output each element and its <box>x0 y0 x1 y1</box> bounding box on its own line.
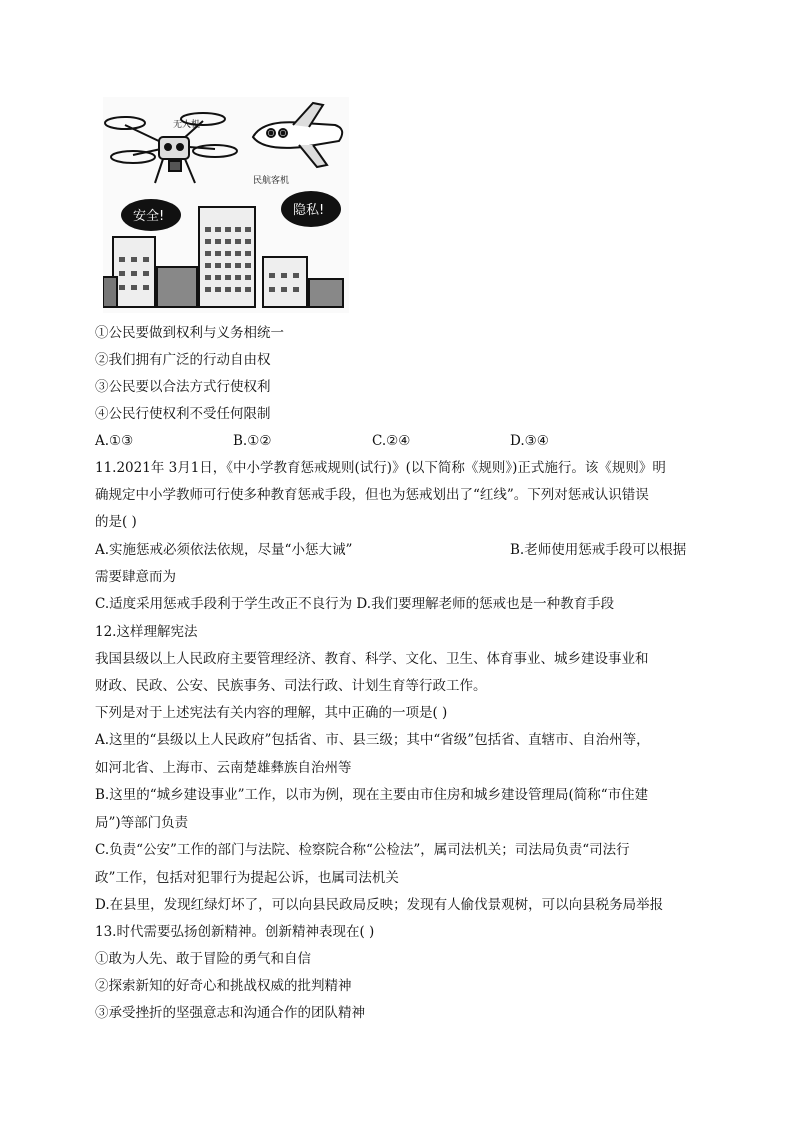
cartoon-illustration <box>103 97 349 313</box>
q12-option-line-5: C.负责“公安”工作的部门与法院、检察院合称“公检法”，属司法机关；司法局负责“司法行 <box>95 842 630 858</box>
q10-statement-4: ④公民行使权利不受任何限制 <box>95 406 271 422</box>
q12-option-line-2: 如河北省、上海市、云南楚雄彝族自治州等 <box>95 760 352 776</box>
q11-stem-line-1: 11.2021年 3月1日，《中小学教育惩戒规则(试行)》(以下简称《规则》)正式施行。该《规则》明 <box>95 460 666 476</box>
q10-option-b: B.①② <box>233 433 272 449</box>
q10-option-d: D.③④ <box>510 433 549 449</box>
q11-option-b: B.老师使用惩戒手段可以根据 <box>510 542 687 558</box>
safety-bubble-text: 安全! <box>133 209 165 224</box>
q12-option-line-7: D.在县里，发现红绿灯坏了，可以向县民政局反映；发现有人偷伐景观树，可以向县税务局举报 <box>95 897 664 913</box>
privacy-bubble-text: 隐私! <box>293 203 325 218</box>
q13-statement-1: ①敢为人先、敢于冒险的勇气和自信 <box>95 951 311 967</box>
q10-statement-2: ②我们拥有广泛的行动自由权 <box>95 352 271 368</box>
q12-option-line-6: 政”工作，包括对犯罪行为提起公诉，也属司法机关 <box>95 870 399 886</box>
q12-option-line-1: A.这里的“县级以上人民政府”包括省、市、县三级；其中“省级”包括省、直辖市、自治州等， <box>95 732 650 748</box>
q12-title: 12.这样理解宪法 <box>95 624 198 640</box>
q10-option-c: C.②④ <box>372 433 411 449</box>
q10-option-a: A.①③ <box>95 433 134 449</box>
q10-statement-3: ③公民要以合法方式行使权利 <box>95 379 271 395</box>
q11-option-b-continued: 需要肆意而为 <box>95 569 176 585</box>
q11-stem-line-3: 的是( ) <box>95 514 137 530</box>
q12-question: 下列是对于上述宪法有关内容的理解，其中正确的一项是( ) <box>95 705 448 721</box>
q10-statement-1: ①公民要做到权利与义务相统一 <box>95 325 284 341</box>
q11-option-a: A.实施惩戒必须依法依规，尽量“小惩大诫” <box>95 542 353 558</box>
q13-statement-2: ②探索新知的好奇心和挑战权威的批判精神 <box>95 978 352 994</box>
q13-stem: 13.时代需要弘扬创新精神。创新精神表现在( ) <box>95 924 375 940</box>
q12-option-line-4: 局”)等部门负责 <box>95 815 189 831</box>
q11-options-c-d: C.适度采用惩戒手段利于学生改正不良行为 D.我们要理解老师的惩戒也是一种教育手段 <box>95 596 615 612</box>
drone-label: 无人机 <box>173 120 201 130</box>
q12-option-line-3: B.这里的“城乡建设事业”工作，以市为例，现在主要由市住房和城乡建设管理局(简称“市住建 <box>95 787 649 803</box>
q12-material-line-2: 财政、民政、公安、民族事务、司法行政、计划生育等行政工作。 <box>95 678 487 694</box>
q12-material-line-1: 我国县级以上人民政府主要管理经济、教育、科学、文化、卫生、体育事业、城乡建设事业和 <box>95 651 649 667</box>
airliner-label: 民航客机 <box>253 176 290 186</box>
q11-stem-line-2: 确规定中小学教师可行使多种教育惩戒手段，但也为惩戒划出了“红线”。下列对惩戒认识错误 <box>95 487 649 503</box>
q13-statement-3: ③承受挫折的坚强意志和沟通合作的团队精神 <box>95 1005 365 1021</box>
